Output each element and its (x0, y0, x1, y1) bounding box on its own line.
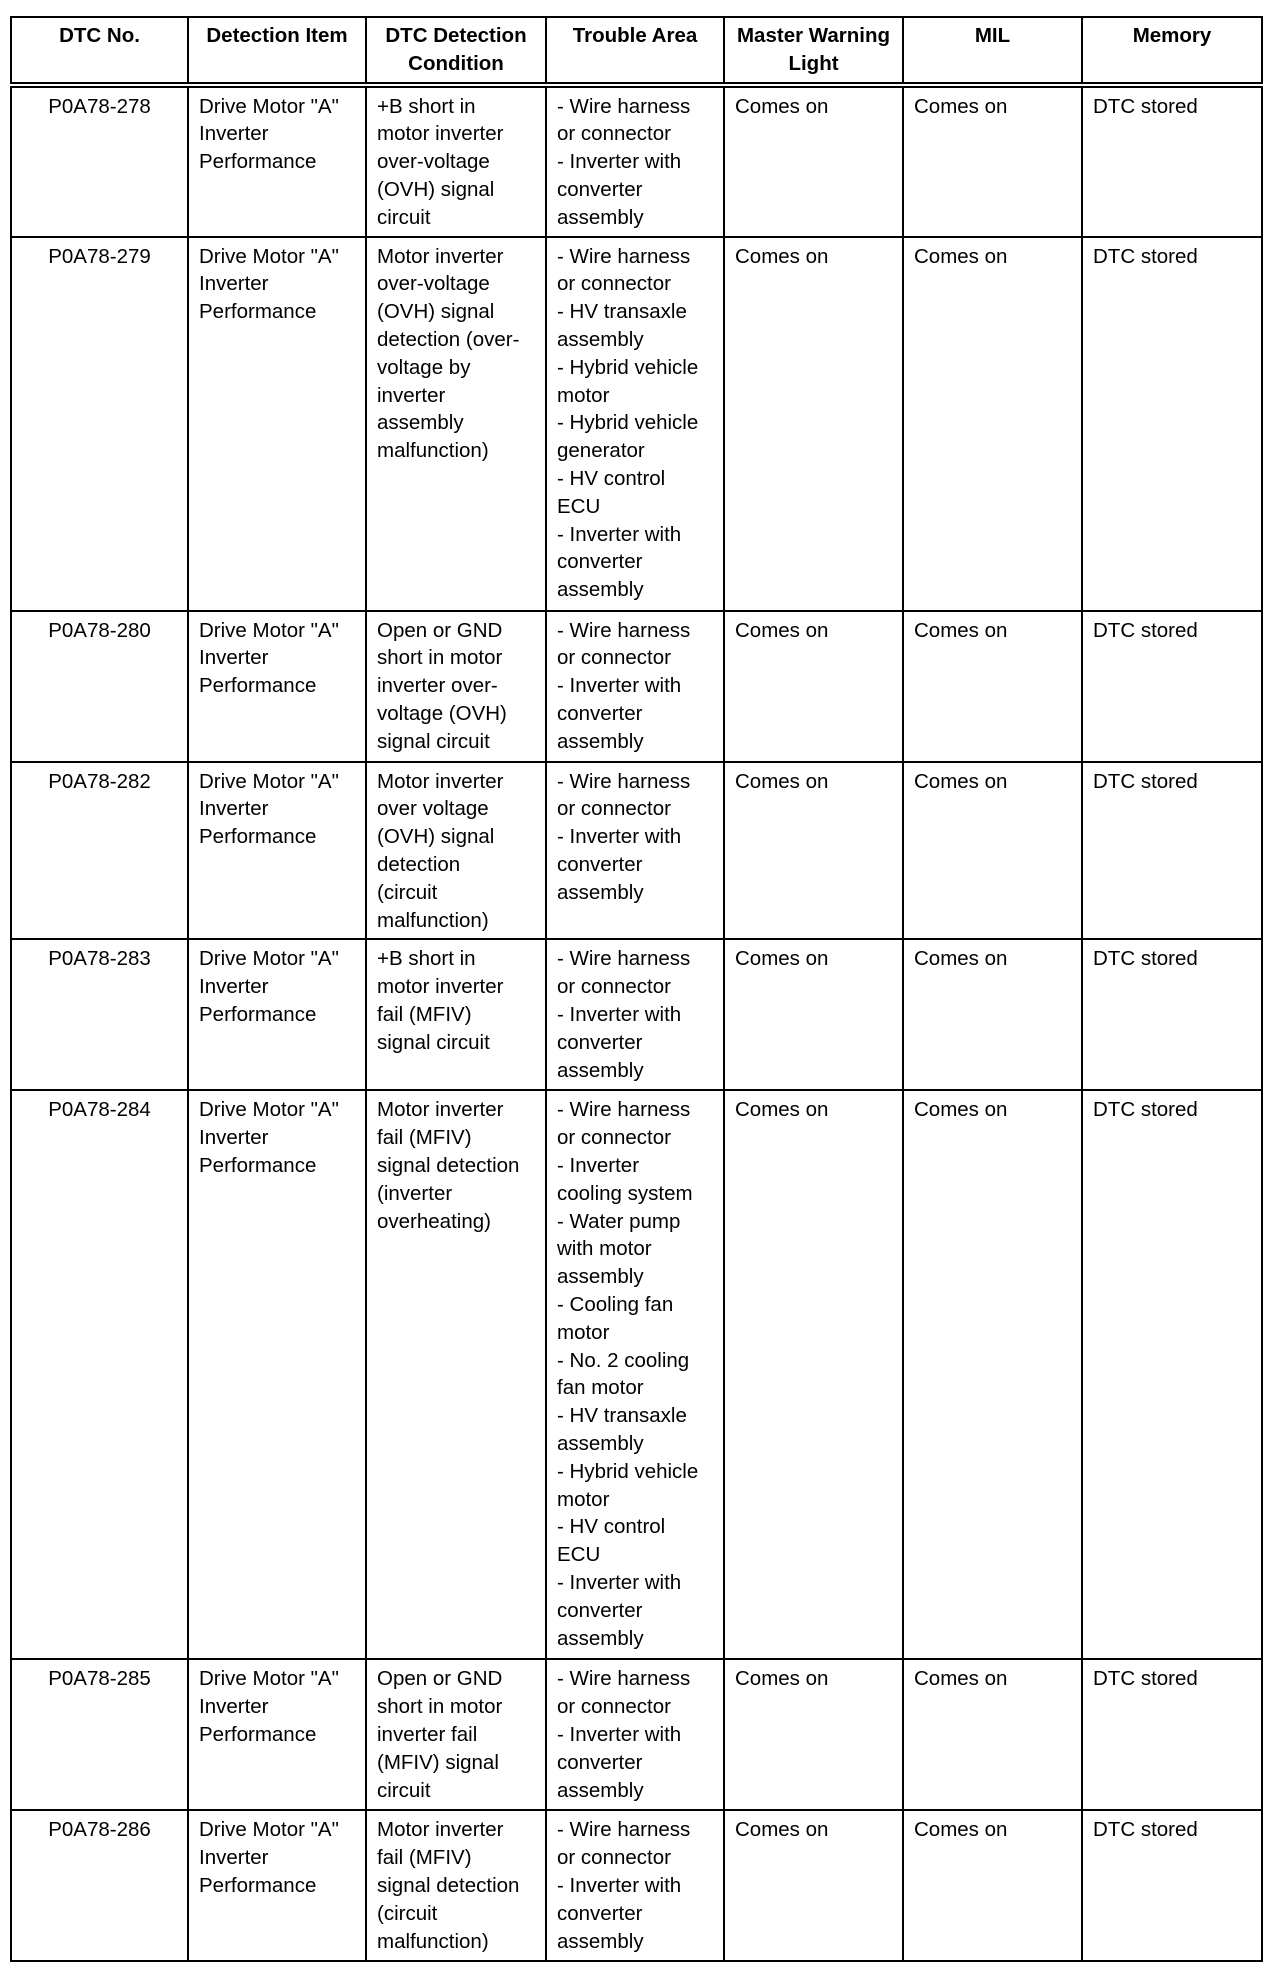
detection-item-line: Drive Motor "A" (199, 1667, 339, 1691)
detection-condition-line: (circuit (377, 880, 438, 904)
detection-condition-line: signal detection (377, 1153, 520, 1177)
detection-item-line: Drive Motor "A" (199, 244, 339, 268)
trouble-area-line: converter (557, 1030, 643, 1054)
detection-condition-line: signal detection (377, 1873, 520, 1897)
detection-item (188, 939, 366, 1090)
trouble-area-line: or connector (557, 1126, 671, 1150)
dtc-number: P0A78-283 (11, 939, 188, 1090)
trouble-area (546, 1090, 724, 1659)
detection-condition-line: inverter over- (377, 674, 498, 698)
dtc-number: P0A78-278 (11, 85, 188, 237)
detection-condition-line: short in motor (377, 1695, 503, 1719)
dtc-number: P0A78-280 (11, 611, 188, 762)
detection-condition-line: Motor inverter (377, 769, 504, 793)
trouble-area (546, 939, 724, 1090)
detection-condition (366, 939, 546, 1090)
detection-item-line: Inverter (199, 1126, 269, 1150)
detection-item (188, 1810, 366, 1961)
memory-status: DTC stored (1082, 1090, 1262, 1659)
detection-condition-line: motor inverter (377, 975, 504, 999)
trouble-area (546, 762, 724, 940)
detection-condition-line: detection (over- (377, 327, 520, 351)
detection-condition-line: (OVH) signal (377, 177, 495, 201)
detection-condition-line: Motor inverter (377, 244, 504, 268)
trouble-area-line: - HV transaxle (557, 1404, 687, 1428)
detection-condition-line: (inverter (377, 1181, 453, 1205)
detection-item-line: Inverter (199, 272, 269, 296)
trouble-area-line: - Inverter with (557, 825, 682, 849)
detection-condition (366, 762, 546, 940)
detection-condition-line: Motor inverter (377, 1098, 504, 1122)
trouble-area-line: or connector (557, 646, 671, 670)
detection-condition-line: malfunction) (377, 908, 489, 932)
detection-condition-line: motor inverter (377, 122, 504, 146)
trouble-area-line: converter (557, 852, 643, 876)
table-row (11, 611, 1262, 762)
detection-condition-line: (OVH) signal (377, 300, 495, 324)
detection-item-line: Performance (199, 1722, 317, 1746)
detection-item-line: Inverter (199, 975, 269, 999)
trouble-area (546, 237, 724, 611)
header-mil: MIL (903, 17, 1082, 85)
table-row (11, 237, 1262, 611)
trouble-area-line: motor (557, 1487, 610, 1511)
trouble-area-line: converter (557, 1750, 643, 1774)
trouble-area-line: - Inverter with (557, 1002, 682, 1026)
trouble-area-line: ECU (557, 494, 601, 518)
trouble-area-line: converter (557, 1901, 643, 1925)
detection-item (188, 1090, 366, 1659)
master-warning-light: Comes on (724, 611, 903, 762)
detection-condition-line: detection (377, 852, 461, 876)
memory-status: DTC stored (1082, 237, 1262, 611)
trouble-area-line: motor (557, 383, 610, 407)
trouble-area-line: assembly (557, 1058, 644, 1082)
detection-condition-line: malfunction) (377, 439, 489, 463)
detection-condition (366, 1810, 546, 1961)
header-trouble-area: Trouble Area (546, 17, 724, 85)
trouble-area (546, 85, 724, 237)
master-warning-light: Comes on (724, 85, 903, 237)
dtc-table (10, 16, 1263, 1962)
trouble-area-line: - Hybrid vehicle (557, 1459, 699, 1483)
table-row (11, 85, 1262, 237)
table-row (11, 1090, 1262, 1659)
memory-status: DTC stored (1082, 1659, 1262, 1810)
trouble-area-line: or connector (557, 975, 671, 999)
detection-item-line: Drive Motor "A" (199, 1098, 339, 1122)
trouble-area-line: - Wire harness (557, 94, 691, 118)
detection-item-line: Performance (199, 150, 317, 174)
trouble-area-line: cooling system (557, 1181, 693, 1205)
trouble-area-line: - Wire harness (557, 1098, 691, 1122)
detection-item-line: Performance (199, 1153, 317, 1177)
detection-item-line: Performance (199, 300, 317, 324)
table-row (11, 939, 1262, 1090)
trouble-area-line: assembly (557, 1778, 644, 1802)
detection-condition-line: malfunction) (377, 1929, 489, 1953)
trouble-area-line: - Wire harness (557, 244, 691, 268)
trouble-area-line: - Inverter with (557, 1873, 682, 1897)
dtc-number: P0A78-286 (11, 1810, 188, 1961)
trouble-area-line: - Wire harness (557, 947, 691, 971)
memory-status: DTC stored (1082, 1810, 1262, 1961)
trouble-area (546, 1810, 724, 1961)
detection-condition-line: (circuit (377, 1901, 438, 1925)
detection-item-line: Drive Motor "A" (199, 947, 339, 971)
header-detection-condition: DTC Detection Condition (366, 17, 546, 85)
detection-condition-line: +B short in (377, 947, 476, 971)
detection-condition-line: voltage by (377, 355, 471, 379)
trouble-area-line: - Inverter (557, 1153, 640, 1177)
trouble-area-line: - Inverter with (557, 674, 682, 698)
mil-status: Comes on (903, 762, 1082, 940)
trouble-area (546, 1659, 724, 1810)
detection-item-line: Inverter (199, 797, 269, 821)
trouble-area-line: assembly (557, 578, 644, 602)
detection-condition-line: signal circuit (377, 729, 490, 753)
memory-status: DTC stored (1082, 85, 1262, 237)
detection-item-line: Drive Motor "A" (199, 769, 339, 793)
trouble-area (546, 611, 724, 762)
master-warning-light: Comes on (724, 939, 903, 1090)
detection-condition-line: inverter fail (377, 1722, 478, 1746)
table-row (11, 1659, 1262, 1810)
mil-status: Comes on (903, 1810, 1082, 1961)
trouble-area-line: assembly (557, 1626, 644, 1650)
trouble-area-line: or connector (557, 1695, 671, 1719)
detection-item-line: Performance (199, 1873, 317, 1897)
detection-condition-line: overheating) (377, 1209, 491, 1233)
master-warning-light: Comes on (724, 237, 903, 611)
detection-item-line: Inverter (199, 122, 269, 146)
detection-item (188, 85, 366, 237)
detection-condition-line: Open or GND (377, 618, 503, 642)
detection-condition-line: (OVH) signal (377, 825, 495, 849)
trouble-area-line: - HV transaxle (557, 300, 687, 324)
trouble-area-line: assembly (557, 1265, 644, 1289)
memory-status: DTC stored (1082, 611, 1262, 762)
detection-item-line: Performance (199, 674, 317, 698)
dtc-number: P0A78-279 (11, 237, 188, 611)
trouble-area-line: - No. 2 cooling (557, 1348, 690, 1372)
detection-condition-line: Open or GND (377, 1667, 503, 1691)
trouble-area-line: - Wire harness (557, 618, 691, 642)
detection-condition (366, 85, 546, 237)
trouble-area-line: assembly (557, 729, 644, 753)
detection-item (188, 611, 366, 762)
trouble-area-line: - Inverter with (557, 1570, 682, 1594)
detection-condition-line: circuit (377, 1778, 431, 1802)
trouble-area-line: - Inverter with (557, 150, 682, 174)
trouble-area-line: assembly (557, 327, 644, 351)
trouble-area-line: assembly (557, 205, 644, 229)
detection-condition-line: over-voltage (377, 272, 490, 296)
trouble-area-line: - Inverter with (557, 1722, 682, 1746)
table-row (11, 1810, 1262, 1961)
detection-condition-line: over-voltage (377, 150, 490, 174)
trouble-area-line: fan motor (557, 1376, 644, 1400)
trouble-area-line: assembly (557, 1929, 644, 1953)
memory-status: DTC stored (1082, 762, 1262, 940)
detection-condition (366, 1659, 546, 1810)
trouble-area-line: generator (557, 439, 645, 463)
detection-condition-line: fail (MFIV) (377, 1126, 472, 1150)
trouble-area-line: or connector (557, 122, 671, 146)
detection-condition-line: inverter (377, 383, 446, 407)
detection-item-line: Performance (199, 825, 317, 849)
trouble-area-line: - Cooling fan (557, 1292, 674, 1316)
header-memory: Memory (1082, 17, 1262, 85)
trouble-area-line: or connector (557, 272, 671, 296)
dtc-number: P0A78-282 (11, 762, 188, 940)
detection-condition-line: signal circuit (377, 1030, 490, 1054)
trouble-area-line: - Hybrid vehicle (557, 355, 699, 379)
detection-item-line: Inverter (199, 1695, 269, 1719)
header-row (11, 17, 1262, 85)
memory-status: DTC stored (1082, 939, 1262, 1090)
mil-status: Comes on (903, 1659, 1082, 1810)
trouble-area-line: converter (557, 701, 643, 725)
detection-item-line: Inverter (199, 1846, 269, 1870)
trouble-area-line: - Wire harness (557, 769, 691, 793)
mil-status: Comes on (903, 611, 1082, 762)
detection-condition-line: circuit (377, 205, 431, 229)
detection-condition-line: voltage (OVH) (377, 701, 507, 725)
trouble-area-line: - Inverter with (557, 522, 682, 546)
detection-item-line: Drive Motor "A" (199, 618, 339, 642)
detection-condition-line: (MFIV) signal (377, 1750, 499, 1774)
detection-condition-line: +B short in (377, 94, 476, 118)
detection-condition (366, 237, 546, 611)
detection-condition (366, 611, 546, 762)
trouble-area-line: assembly (557, 1431, 644, 1455)
trouble-area-line: converter (557, 1598, 643, 1622)
trouble-area-line: - Wire harness (557, 1667, 691, 1691)
mil-status: Comes on (903, 939, 1082, 1090)
trouble-area-line: converter (557, 550, 643, 574)
detection-condition-line: assembly (377, 411, 464, 435)
trouble-area-line: ECU (557, 1543, 601, 1567)
detection-item-line: Drive Motor "A" (199, 1818, 339, 1842)
header-detection-item: Detection Item (188, 17, 366, 85)
detection-item-line: Performance (199, 1002, 317, 1026)
detection-condition-line: fail (MFIV) (377, 1002, 472, 1026)
trouble-area-line: - Water pump (557, 1209, 681, 1233)
detection-item (188, 237, 366, 611)
trouble-area-line: with motor (557, 1237, 652, 1261)
trouble-area-line: - Hybrid vehicle (557, 411, 699, 435)
trouble-area-line: or connector (557, 1846, 671, 1870)
detection-item (188, 1659, 366, 1810)
trouble-area-line: - HV control (557, 1515, 666, 1539)
detection-condition (366, 1090, 546, 1659)
master-warning-light: Comes on (724, 1810, 903, 1961)
trouble-area-line: assembly (557, 880, 644, 904)
header-master-warning-light: Master Warning Light (724, 17, 903, 85)
detection-item-line: Drive Motor "A" (199, 94, 339, 118)
detection-condition-line: Motor inverter (377, 1818, 504, 1842)
master-warning-light: Comes on (724, 1659, 903, 1810)
master-warning-light: Comes on (724, 1090, 903, 1659)
detection-condition-line: short in motor (377, 646, 503, 670)
detection-item-line: Inverter (199, 646, 269, 670)
mil-status: Comes on (903, 237, 1082, 611)
header-dtc-no: DTC No. (11, 17, 188, 85)
mil-status: Comes on (903, 85, 1082, 237)
table-row (11, 762, 1262, 940)
detection-condition-line: over voltage (377, 797, 489, 821)
dtc-number: P0A78-284 (11, 1090, 188, 1659)
trouble-area-line: converter (557, 177, 643, 201)
trouble-area-line: - Wire harness (557, 1818, 691, 1842)
dtc-number: P0A78-285 (11, 1659, 188, 1810)
trouble-area-line: motor (557, 1320, 610, 1344)
detection-condition-line: fail (MFIV) (377, 1846, 472, 1870)
detection-item (188, 762, 366, 940)
trouble-area-line: or connector (557, 797, 671, 821)
mil-status: Comes on (903, 1090, 1082, 1659)
trouble-area-line: - HV control (557, 466, 666, 490)
master-warning-light: Comes on (724, 762, 903, 940)
